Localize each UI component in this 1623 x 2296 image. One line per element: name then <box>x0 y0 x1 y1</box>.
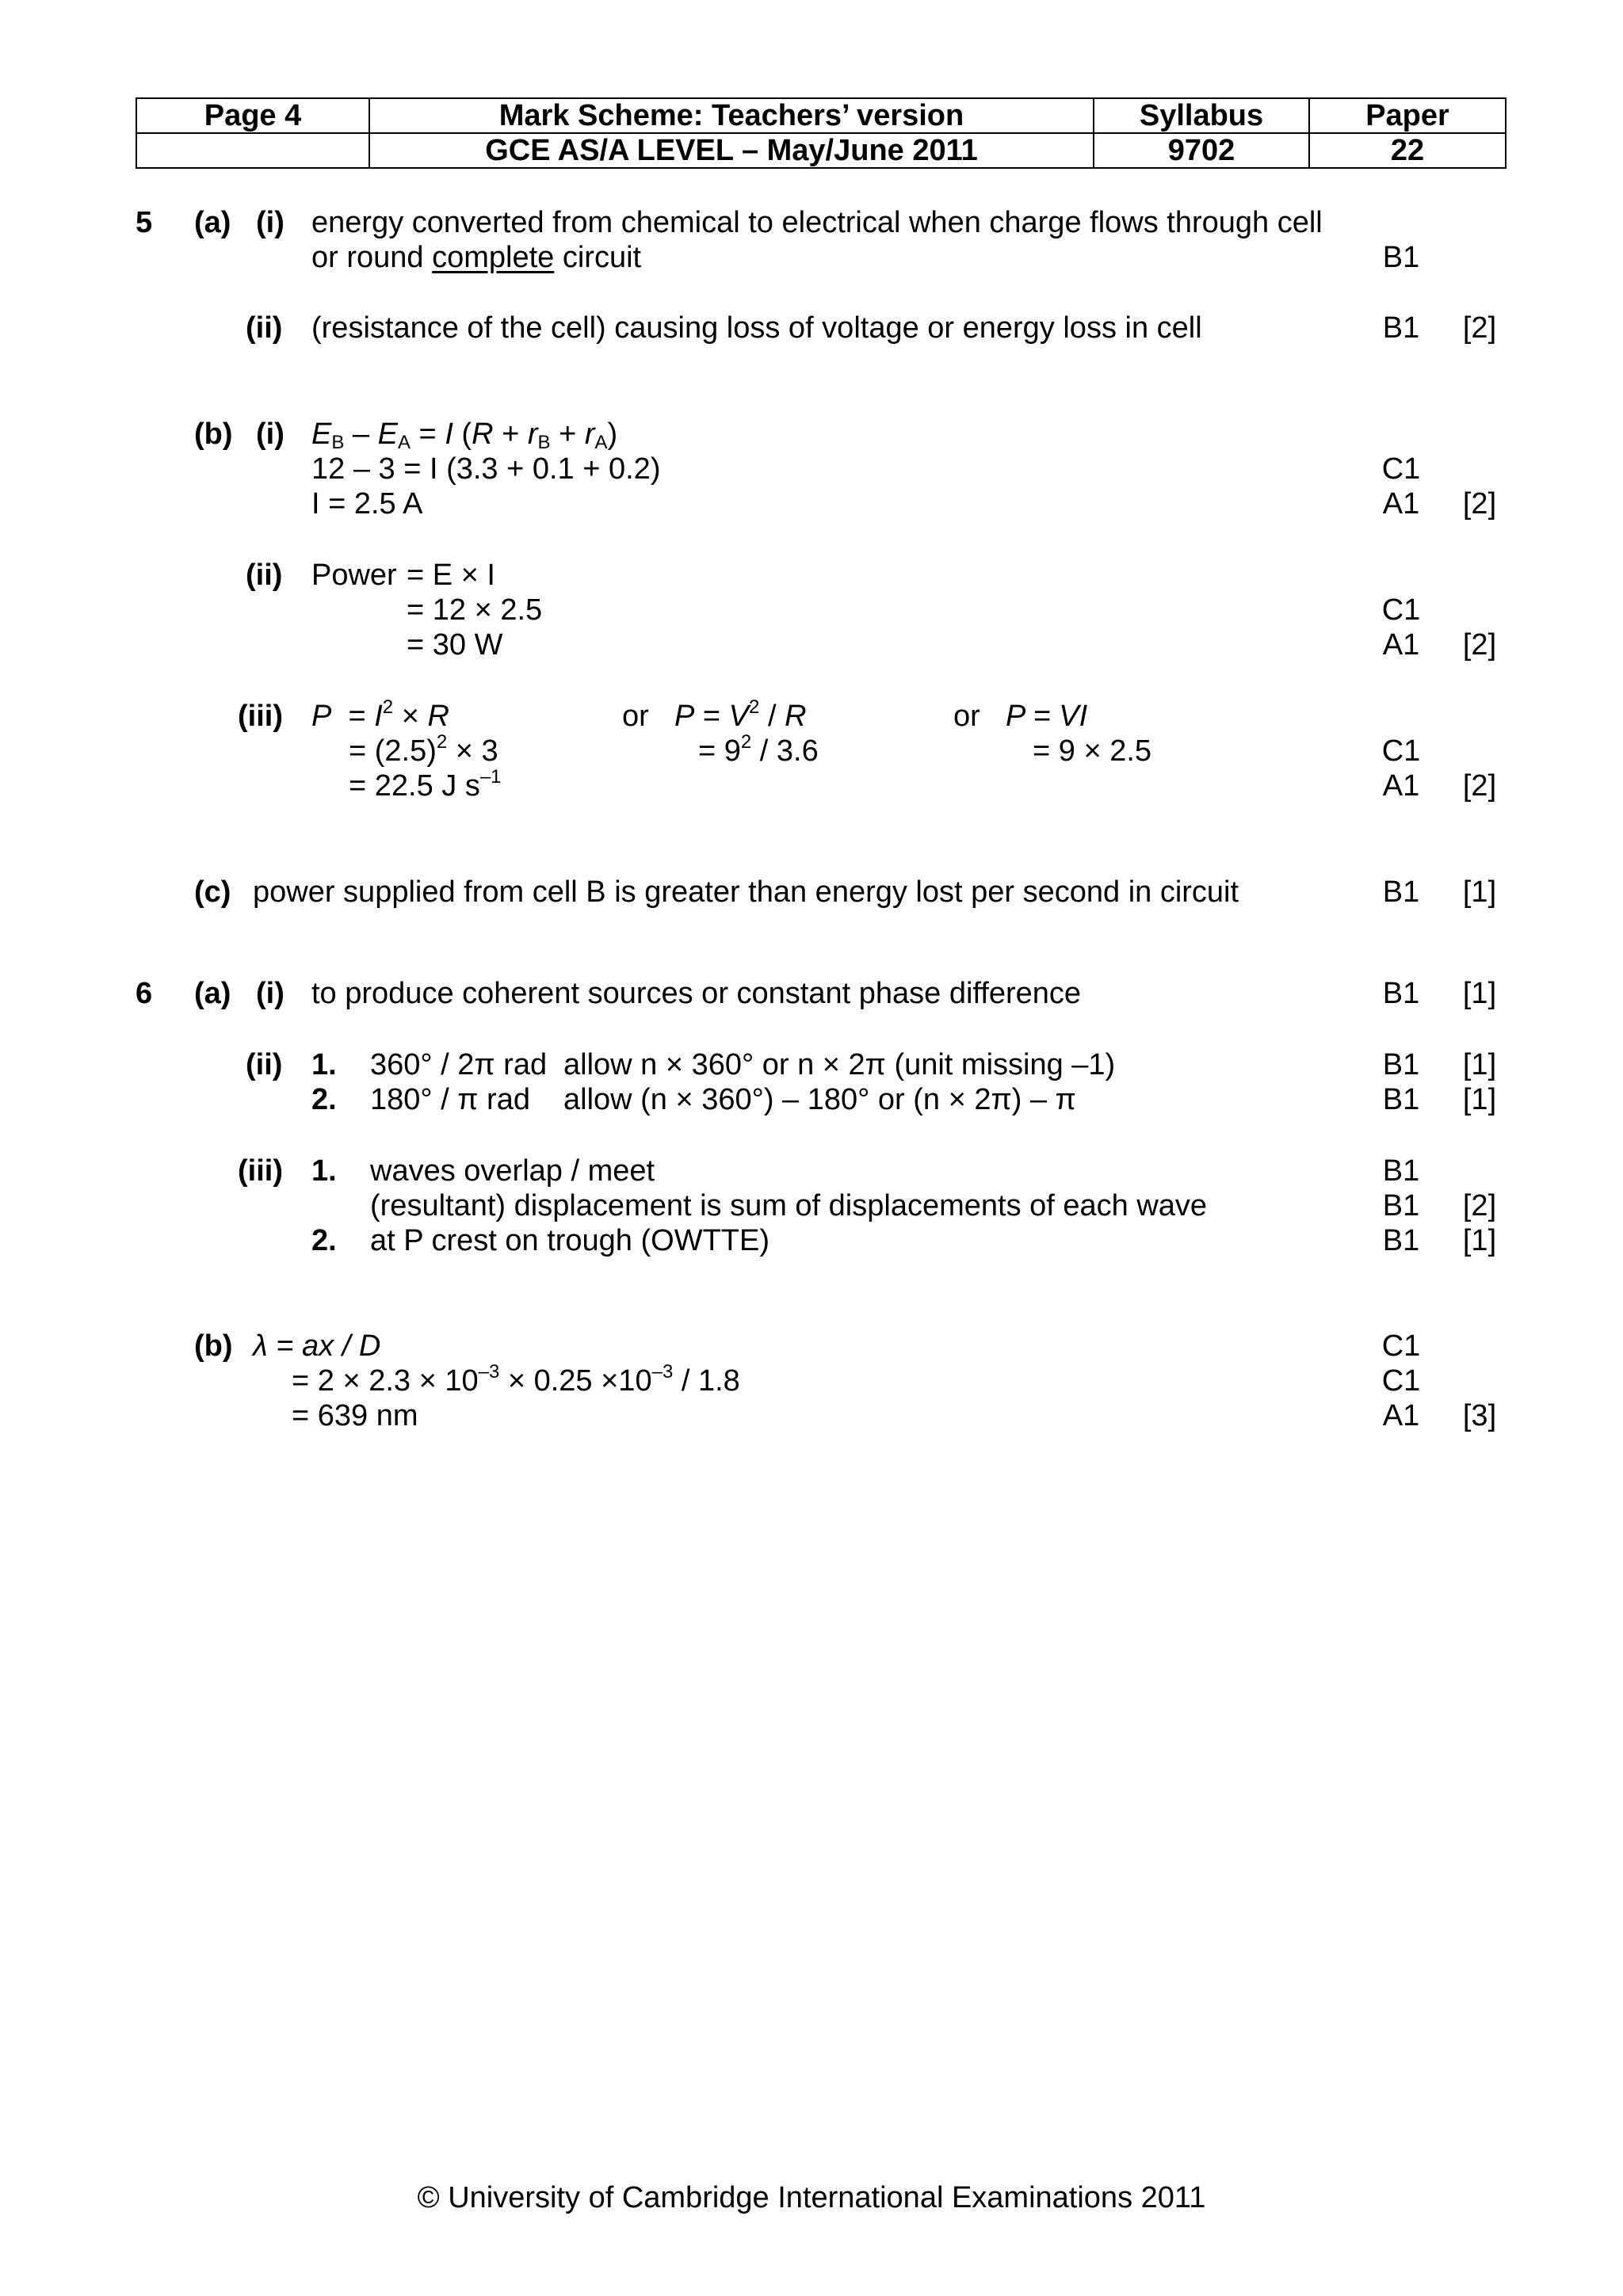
part-label: (c) <box>194 875 231 909</box>
equation: = 12 × 2.5 <box>407 593 543 627</box>
question-number: 5 <box>136 206 153 239</box>
total-mark: [3] <box>1462 1399 1497 1432</box>
total-mark: [2] <box>1462 628 1497 662</box>
item-number: 2. <box>311 1224 337 1257</box>
equation: = $(2.5)^2 \times 3$ <box>349 731 498 768</box>
equation: = 639 nm <box>292 1399 418 1432</box>
subpart-label: (i) <box>256 418 285 451</box>
answer-text: allow n × 360° or n × 2π (unit missing –1) <box>563 1048 1116 1081</box>
mark: A1 <box>1382 487 1420 521</box>
total-mark: [1] <box>1462 875 1497 909</box>
equation: = $9^2 / 3.6$ <box>698 731 819 768</box>
total-mark: [1] <box>1462 1083 1497 1116</box>
total-mark: [2] <box>1462 769 1497 803</box>
paper-number: 22 <box>1309 133 1506 168</box>
answer-text: or round complete circuit <box>311 241 642 274</box>
subpart-label: (iii) <box>238 1154 283 1188</box>
total-mark: [2] <box>1462 311 1497 345</box>
document-title: Mark Scheme: Teachers’ version <box>369 98 1094 133</box>
answer-text: Power <box>311 559 397 592</box>
equation: $P = I^2 \times R$ <box>311 696 449 733</box>
total-mark: [2] <box>1462 487 1497 521</box>
part-label: (a) <box>194 977 231 1010</box>
equation: I = 2.5 A <box>311 487 423 521</box>
equation: = 22.5 J $s^{-1}$ <box>349 766 502 803</box>
subpart-label: (ii) <box>246 559 283 592</box>
equation: $P = V^2 / R$ <box>674 696 807 733</box>
subpart-label: (iii) <box>238 700 283 733</box>
question-number: 6 <box>136 977 153 1010</box>
answer-text: 360° / 2π rad <box>370 1048 548 1081</box>
item-number: 1. <box>311 1154 337 1188</box>
answer-text: power supplied from cell B is greater than energy lost per second in circuit <box>253 875 1239 909</box>
answer-text: (resultant) displacement is sum of displacements of each wave <box>370 1189 1208 1222</box>
part-label: (b) <box>194 418 233 451</box>
total-mark: [1] <box>1462 1224 1497 1257</box>
mark: C1 <box>1381 452 1421 486</box>
item-number: 2. <box>311 1083 337 1116</box>
equation: = 9 × 2.5 <box>1033 734 1152 768</box>
answer-text: at P crest on trough (OWTTE) <box>370 1224 770 1257</box>
total-mark: [1] <box>1462 977 1497 1010</box>
or-text: or <box>622 700 649 733</box>
answer-text: 180° / π rad <box>370 1083 530 1116</box>
paper-label: Paper <box>1309 98 1506 133</box>
equation: 12 – 3 = I (3.3 + 0.1 + 0.2) <box>311 452 661 486</box>
equation: = E × I <box>407 559 495 592</box>
syllabus-label: Syllabus <box>1094 98 1309 133</box>
mark: B1 <box>1382 1189 1420 1222</box>
mark: B1 <box>1382 875 1420 909</box>
mark: A1 <box>1382 1399 1420 1432</box>
part-label: (a) <box>194 206 231 239</box>
equation: $E_B - E_A = I$ $(R + r_B + r_A)$ <box>311 418 618 453</box>
mark: A1 <box>1382 628 1420 662</box>
copyright-footer: © University of Cambridge International Examinations 2011 <box>417 2181 1206 2214</box>
mark: B1 <box>1382 241 1420 274</box>
answer-text: waves overlap / meet <box>370 1154 655 1188</box>
subpart-label: (ii) <box>246 1048 283 1081</box>
subpart-label: (i) <box>256 206 285 239</box>
subpart-label: (ii) <box>246 311 283 345</box>
answer-text: to produce coherent sources or constant phase difference <box>311 977 1082 1010</box>
answer-text: allow (n × 360°) – 180° or (n × 2π) – π <box>563 1083 1076 1116</box>
mark: B1 <box>1382 1224 1420 1257</box>
mark: C1 <box>1381 734 1421 768</box>
mark: C1 <box>1381 1364 1421 1398</box>
empty-cell <box>136 133 369 168</box>
item-number: 1. <box>311 1048 337 1081</box>
mark: B1 <box>1382 1083 1420 1116</box>
mark: C1 <box>1381 1329 1421 1363</box>
or-text: or <box>953 700 980 733</box>
answer-text: (resistance of the cell) causing loss of voltage or energy loss in cell <box>311 311 1202 345</box>
equation: = 30 W <box>407 628 503 662</box>
mark: B1 <box>1382 311 1420 345</box>
mark: C1 <box>1381 593 1421 627</box>
mark: B1 <box>1382 1154 1420 1188</box>
mark: B1 <box>1382 977 1420 1010</box>
header-table <box>136 97 1507 169</box>
total-mark: [2] <box>1462 1189 1497 1222</box>
mark: B1 <box>1382 1048 1420 1081</box>
mark: A1 <box>1382 769 1420 803</box>
document-subtitle: GCE AS/A LEVEL – May/June 2011 <box>369 133 1094 168</box>
total-mark: [1] <box>1462 1048 1497 1081</box>
equation: = $2 \times 2.3 \times 10^{-3} \times 0.25 \times 10^{-3} / 1.8$ <box>292 1361 740 1398</box>
equation: λ = ax / D <box>253 1329 381 1363</box>
syllabus-code: 9702 <box>1094 133 1309 168</box>
answer-text: energy converted from chemical to electrical when charge flows through cell <box>311 206 1323 239</box>
page-number: Page 4 <box>136 98 369 133</box>
equation: P = VI <box>1006 700 1088 733</box>
part-label: (b) <box>194 1329 233 1363</box>
subpart-label: (i) <box>256 977 285 1010</box>
